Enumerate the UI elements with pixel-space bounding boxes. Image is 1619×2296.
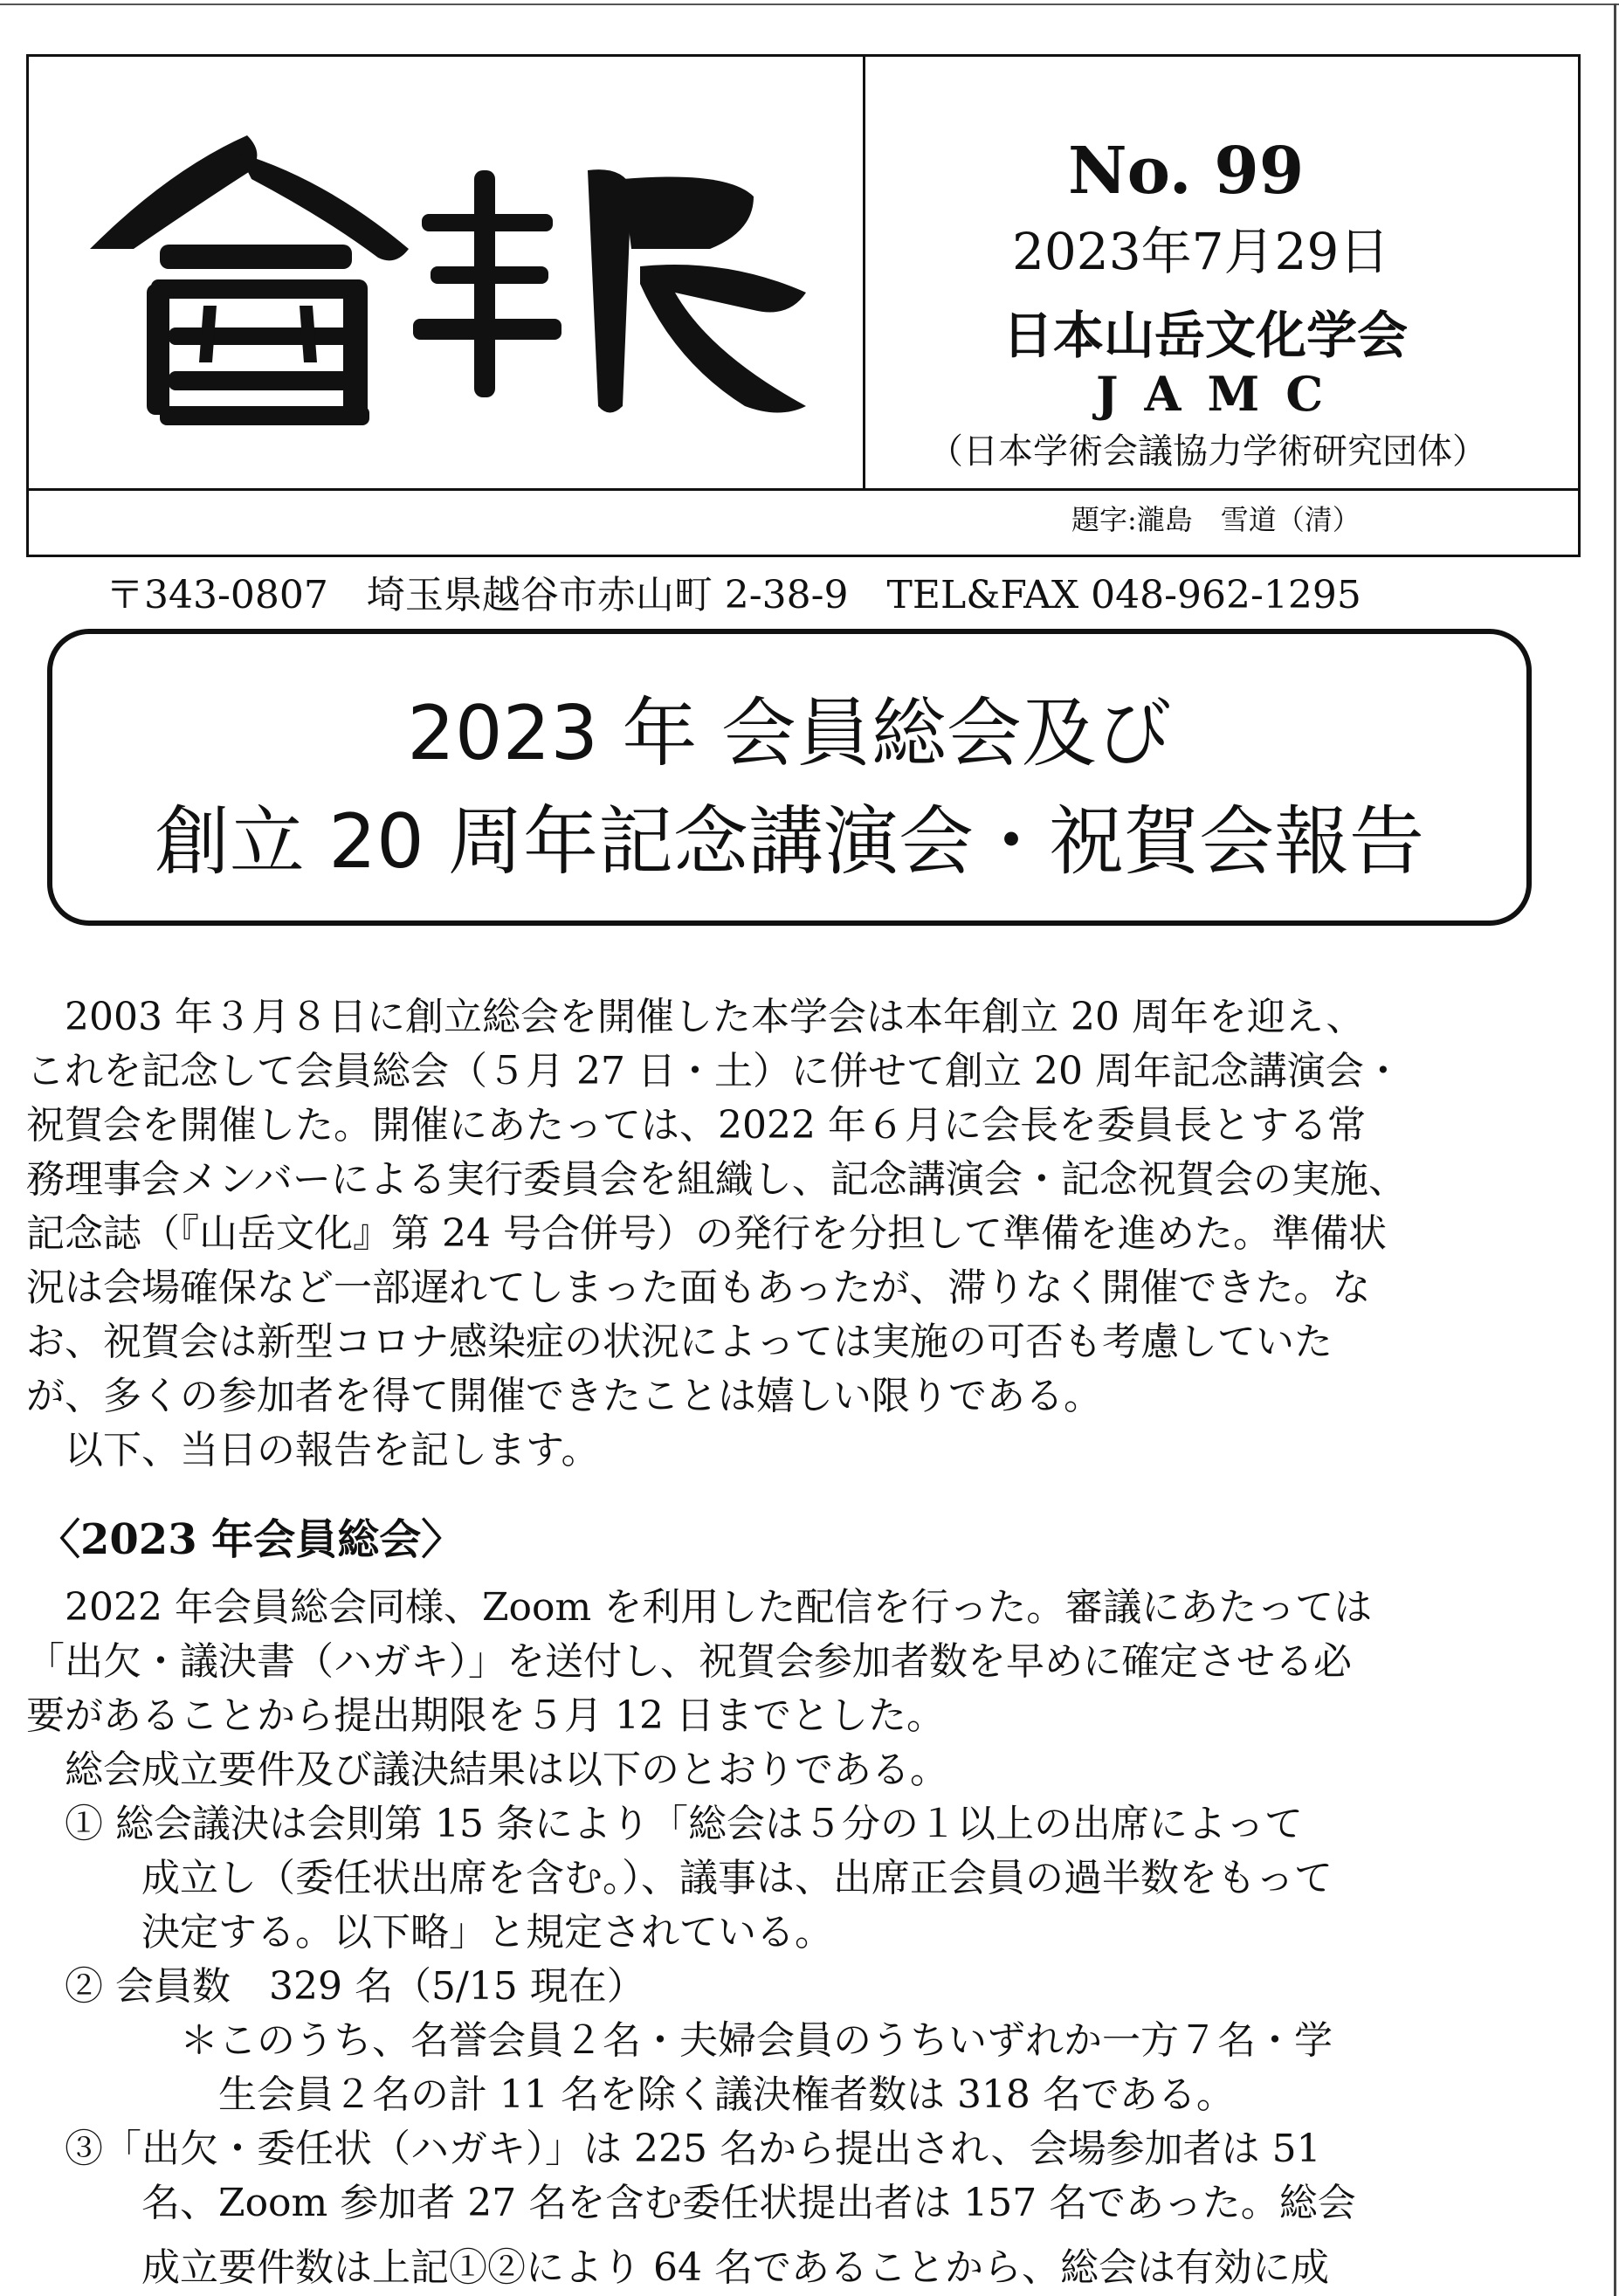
section-line: 決定する。以下略」と規定されている。 — [26, 1910, 833, 1955]
section-line: ＊このうち、名誉会員２名・夫婦会員のうちいずれか一方７名・学 — [26, 2018, 1333, 2063]
masthead-divider-horizontal — [29, 488, 1578, 491]
report-title-line-1: 2023 年 会員総会及び — [407, 690, 1172, 777]
section-line: 生会員２名の計 11 名を除く議決権者数は 318 名である。 — [26, 2072, 1235, 2117]
section-line: 成立要件数は上記①②により 64 名であることから、総会は有効に成 — [26, 2245, 1329, 2290]
intro-line: 況は会場確保など一部遅れてしまった面もあったが、滞りなく開催できた。な — [26, 1265, 1371, 1310]
address-line: 〒343-0807 埼玉県越谷市赤山町 2-38-9 TEL&FAX 048-962-1295 — [106, 573, 1361, 617]
masthead — [26, 54, 1581, 617]
intro-line: 記念誌（『山岳文化』第 24 号合併号）の発行を分担して準備を進めた。準備状 — [26, 1211, 1387, 1256]
calligraphy-logo — [64, 118, 832, 432]
page-edge-right — [1614, 3, 1616, 2296]
report-title-line-2: 創立 20 周年記念講演会・祝賀会報告 — [154, 798, 1425, 886]
organization-name: 日本山岳文化学会 — [1002, 306, 1409, 365]
report-title-box — [47, 629, 1532, 926]
section-line: 成立し（委任状出席を含む。）、議事は、出席正会員の過半数をもって — [26, 1856, 1333, 1900]
intro-line: お、祝賀会は新型コロナ感染症の状況によっては実施の可否も考慮していた — [26, 1320, 1333, 1364]
section-line: ③「出欠・委任状（ハガキ）」は 225 名から提出され、会場参加者は 51 — [26, 2127, 1321, 2171]
intro-line: 務理事会メンバーによる実行委員会を組織し、記念講演会・記念祝賀会の実施、 — [26, 1157, 1407, 1202]
calligrapher-credit: 題字:瀧島 雪道（清） — [1071, 503, 1361, 536]
issue-date: 2023年7月29日 — [1012, 222, 1390, 281]
section-line: ② 会員数 329 名（5/15 現在） — [26, 1964, 645, 2009]
organization-subtitle: （日本学術会議協力学術研究団体） — [928, 431, 1487, 472]
organization-abbreviation: JAMC — [1096, 366, 1350, 422]
intro-line: 2003 年３月８日に創立総会を開催した本学会は本年創立 20 周年を迎え、 — [26, 995, 1365, 1039]
section-line: ① 総会議決は会則第 15 条により「総会は５分の１以上の出席によって — [26, 1802, 1303, 1846]
section-line: 「出欠・議決書（ハガキ）」を送付し、祝賀会参加者数を早めに確定させる必 — [26, 1639, 1352, 1684]
intro-line: 以下、当日の報告を記します。 — [26, 1428, 600, 1472]
page-edge-top — [0, 3, 1619, 5]
section-line: 総会成立要件及び議決結果は以下のとおりである。 — [26, 1748, 948, 1792]
masthead-divider-vertical — [863, 57, 865, 488]
section-heading: 〈2023 年会員総会〉 — [38, 1515, 464, 1564]
intro-line: これを記念して会員総会（５月 27 日・土）に併せて創立 20 周年記念講演会・ — [26, 1049, 1402, 1093]
section-line: 要があることから提出期限を５月 12 日までとした。 — [26, 1693, 945, 1738]
issue-number: No. 99 — [1068, 134, 1305, 209]
section-line: 名、Zoom 参加者 27 名を含む委任状提出者は 157 名であった。総会 — [26, 2181, 1356, 2225]
intro-line: 祝賀会を開催した。開催にあたっては、2022 年６月に会長を委員長とする常 — [26, 1103, 1366, 1148]
section-line: 2022 年会員総会同様、Zoom を利用した配信を行った。審議にあたっては — [26, 1585, 1373, 1630]
intro-line: が、多くの参加者を得て開催できたことは嬉しい限りである。 — [26, 1374, 1102, 1418]
